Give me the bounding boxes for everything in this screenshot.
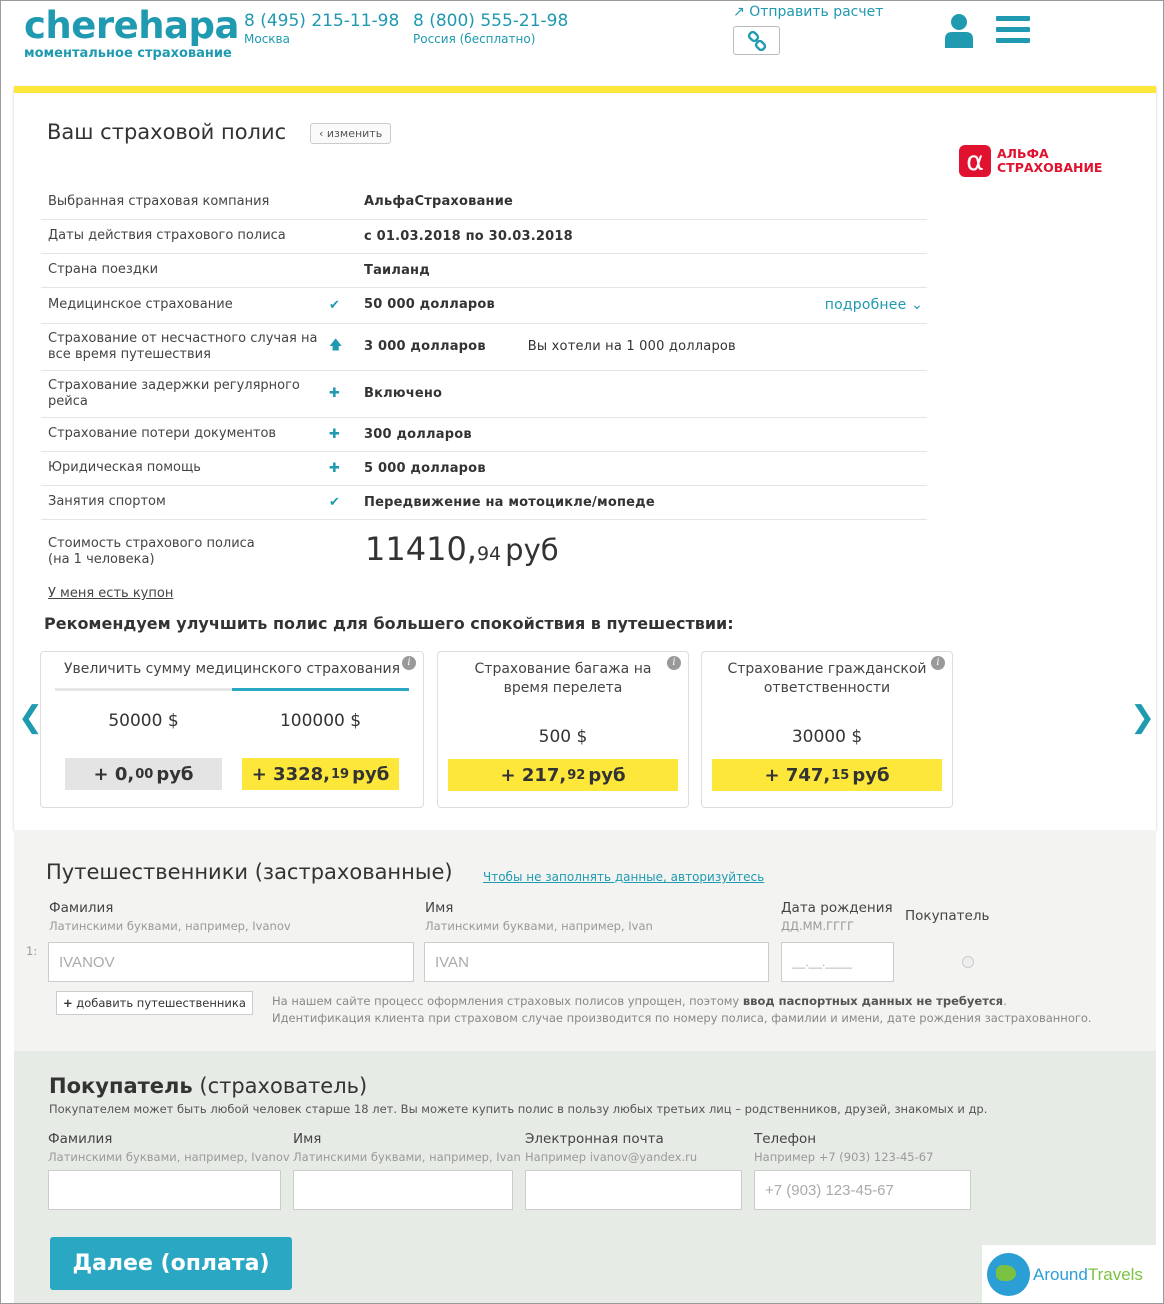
buyer-name-input[interactable] xyxy=(293,1170,513,1210)
buyer-subtitle: Покупателем может быть любой человек старше 18 лет. Вы можете купить полис в пользу любых третьих лиц – родственников, друзей, знакомых и др. xyxy=(49,1102,988,1116)
price-currency: руб xyxy=(156,763,194,785)
note-text: На нашем сайте процесс оформления страховых полисов упрощен, поэтому xyxy=(272,994,743,1008)
row-label: Медицинское страхование xyxy=(41,287,329,323)
upgrade-title: Страхование гражданской ответственности xyxy=(727,661,927,696)
surname-label: Фамилия xyxy=(48,1131,113,1147)
price-fraction: 94 xyxy=(476,543,502,565)
more-details-link[interactable] xyxy=(825,297,923,313)
recommend-title: Рекомендуем улучшить полис для большего спокойствия в путешествии: xyxy=(44,614,734,633)
row-label: Страна поездки xyxy=(41,253,329,287)
policy-row xyxy=(41,219,927,253)
check-icon: ✔ xyxy=(329,287,364,323)
note-text: Идентификация клиента при страховом случае производится по номеру полиса, фамилии и имени, дате рождения застрахованного. xyxy=(272,1011,1092,1025)
globe-icon xyxy=(987,1253,1030,1296)
title-rest: (страхователь) xyxy=(192,1074,368,1098)
option-price-button[interactable] xyxy=(65,758,222,790)
buyer-title xyxy=(49,1074,367,1098)
baggage-upgrade-card xyxy=(437,651,689,808)
option-bar-1 xyxy=(55,688,232,691)
auth-link[interactable]: Чтобы не заполнять данные, авторизуйтесь xyxy=(483,870,765,884)
row-value: 3 000 долларов xyxy=(364,339,486,354)
name-label: Имя xyxy=(425,900,454,916)
info-icon[interactable]: i xyxy=(667,656,681,670)
surname-hint: Латинскими буквами, например, Ivanov xyxy=(48,1150,290,1164)
info-icon[interactable]: i xyxy=(931,656,945,670)
buyer-radio[interactable] xyxy=(962,956,974,968)
option-amount[interactable]: 50000 $ xyxy=(108,711,179,731)
price-label-line: (на 1 человека) xyxy=(48,552,155,567)
price-integer: + 217, xyxy=(500,764,567,786)
carousel-next-icon[interactable]: ❯ xyxy=(1130,700,1156,735)
link-icon xyxy=(747,31,767,51)
insurer-logo xyxy=(959,145,1102,177)
price-label-line: Стоимость страхового полиса xyxy=(48,536,255,551)
chevron-down-icon: ⌄ xyxy=(911,297,923,313)
policy-row xyxy=(41,485,927,519)
price-fraction: 19 xyxy=(331,766,350,782)
coupon-link[interactable]: У меня есть купон xyxy=(48,586,174,601)
policy-row xyxy=(41,451,927,485)
row-label: Юридическая помощь xyxy=(41,451,329,485)
note-bold: ввод паспортных данных не требуется xyxy=(742,994,1004,1008)
price-currency: руб xyxy=(352,763,390,785)
plus-icon: + xyxy=(63,996,73,1010)
row-label: Страхование задержки регулярного рейса xyxy=(41,370,329,417)
row-value: Включено xyxy=(364,370,927,417)
name-hint: Латинскими буквами, например, Ivan xyxy=(293,1150,521,1164)
name-hint: Латинскими буквами, например, Ivan xyxy=(425,919,653,933)
watermark-text: Around xyxy=(1033,1264,1088,1284)
phone-label: Телефон xyxy=(754,1131,817,1147)
liability-price-button[interactable] xyxy=(712,759,942,791)
option-amount: 500 $ xyxy=(538,727,588,747)
policy-price xyxy=(365,530,559,568)
watermark-text: Travels xyxy=(1087,1264,1143,1284)
arrow-up-icon: 🡅 xyxy=(329,323,364,370)
carousel-prev-icon[interactable]: ❮ xyxy=(18,700,44,735)
dob-label: Дата рождения xyxy=(781,900,893,916)
phone-russia[interactable] xyxy=(413,11,568,46)
name-label: Имя xyxy=(293,1131,322,1147)
change-button[interactable] xyxy=(310,123,391,144)
insurer-logo-line: СТРАХОВАНИЕ xyxy=(997,160,1103,175)
buyer-phone-input[interactable]: +7 (903) 123-45-67 xyxy=(754,1170,971,1210)
phone-region: Россия (бесплатно) xyxy=(413,32,536,46)
check-icon: ✔ xyxy=(329,485,364,519)
copy-link-button[interactable] xyxy=(733,26,780,55)
policy-row xyxy=(41,370,927,417)
row-value: 300 долларов xyxy=(364,417,927,451)
title-bold: Покупатель xyxy=(49,1074,193,1098)
more-details-label: подробнее xyxy=(824,297,907,313)
send-calculation-link[interactable] xyxy=(733,4,883,20)
upgrade-title: Увеличить сумму медицинского страхования xyxy=(63,661,400,677)
aroundtravels-watermark xyxy=(982,1245,1164,1304)
passport-note xyxy=(272,993,1092,1027)
price-integer: + 3328, xyxy=(251,763,330,785)
baggage-price-button[interactable] xyxy=(448,759,678,791)
price-integer: 11410, xyxy=(365,530,477,568)
add-traveller-button[interactable] xyxy=(56,991,253,1015)
policy-card xyxy=(14,86,1156,830)
price-currency: руб xyxy=(505,533,559,567)
plus-icon: ✚ xyxy=(329,370,364,417)
row-label: Выбранная страховая компания xyxy=(41,185,329,219)
menu-icon[interactable] xyxy=(996,16,1030,44)
row-label: Страхование потери документов xyxy=(41,417,329,451)
row-value: АльфаСтрахование xyxy=(364,185,927,219)
site-tagline: моментальное страхование xyxy=(24,46,232,61)
insurer-logo-line: АЛЬФА xyxy=(997,146,1049,161)
note-text: . xyxy=(1003,994,1007,1008)
phone-moscow[interactable] xyxy=(244,11,399,46)
buyer-surname-input[interactable] xyxy=(48,1170,281,1210)
phone-number: 8 (495) 215-11-98 xyxy=(244,11,400,31)
row-value: Передвижение на мотоцикле/мопеде xyxy=(364,485,927,519)
price-integer: + 0, xyxy=(93,763,135,785)
price-currency: руб xyxy=(588,764,626,786)
row-label: Страхование от несчастного случая на все время путешествия xyxy=(41,323,329,370)
buyer-column-label: Покупатель xyxy=(905,908,990,924)
chevron-left-icon: ‹ xyxy=(319,127,324,140)
medical-upgrade-card xyxy=(40,651,424,808)
row-label: Занятия спортом xyxy=(41,485,329,519)
plus-icon: ✚ xyxy=(329,417,364,451)
plus-icon: ✚ xyxy=(329,451,364,485)
upgrade-title: Страхование багажа на время перелета xyxy=(474,661,652,696)
traveller-name-input[interactable]: IVAN xyxy=(424,942,769,982)
share-icon: ↗︎ xyxy=(733,4,745,20)
add-traveller-label: добавить путешественника xyxy=(76,996,246,1010)
send-calculation-label: Отправить расчет xyxy=(749,4,884,20)
travellers-title xyxy=(46,860,453,884)
option-bar-2 xyxy=(232,688,409,691)
email-label: Электронная почта xyxy=(525,1131,664,1147)
row-value: 50 000 долларов xyxy=(364,297,495,312)
info-icon[interactable]: i xyxy=(402,656,416,670)
next-payment-button[interactable]: Далее (оплата) xyxy=(50,1237,292,1290)
price-currency: руб xyxy=(852,764,890,786)
traveller-dob-input[interactable]: __.__.____ xyxy=(781,942,894,982)
phone-region: Москва xyxy=(244,32,290,46)
row-number: 1: xyxy=(26,944,38,958)
row-label: Даты действия страхового полиса xyxy=(41,219,329,253)
policy-row xyxy=(41,417,927,451)
policy-row xyxy=(41,287,927,323)
change-label: изменить xyxy=(326,127,383,140)
option-amount[interactable]: 100000 $ xyxy=(279,711,362,731)
site-logo[interactable]: cherehapa xyxy=(24,4,239,47)
price-fraction: 00 xyxy=(135,766,154,782)
surname-label: Фамилия xyxy=(49,900,114,916)
policy-row xyxy=(41,323,927,370)
row-value: с 01.03.2018 по 30.03.2018 xyxy=(364,219,927,253)
policy-title: Ваш страховой полис xyxy=(47,120,287,144)
phone-hint: Например +7 (903) 123-45-67 xyxy=(754,1150,934,1164)
surname-hint: Латинскими буквами, например, Ivanov xyxy=(49,919,291,933)
policy-row xyxy=(41,185,927,219)
option-price-button[interactable] xyxy=(242,758,399,790)
phone-number: 8 (800) 555-21-98 xyxy=(413,11,569,31)
price-label xyxy=(48,536,255,568)
traveller-surname-input[interactable]: IVANOV xyxy=(48,942,414,982)
policy-table xyxy=(41,185,927,520)
email-hint: Например ivanov@yandex.ru xyxy=(525,1150,698,1164)
policy-row xyxy=(41,253,927,287)
option-amount: 30000 $ xyxy=(791,727,863,747)
title-rest: (застрахованные) xyxy=(248,860,453,884)
row-value: 5 000 долларов xyxy=(364,451,927,485)
user-icon[interactable] xyxy=(944,13,974,48)
row-note: Вы хотели на 1 000 долларов xyxy=(527,339,736,354)
price-fraction: 92 xyxy=(567,767,586,783)
price-fraction: 15 xyxy=(831,767,850,783)
alpha-logo-icon: α xyxy=(959,145,991,177)
dob-hint: ДД.ММ.ГГГГ xyxy=(781,919,855,933)
price-integer: + 747, xyxy=(764,764,831,786)
title-bold: Путешественники xyxy=(46,860,249,884)
liability-upgrade-card xyxy=(701,651,953,808)
row-value: Таиланд xyxy=(364,253,927,287)
travellers-section xyxy=(14,830,1156,1051)
buyer-email-input[interactable] xyxy=(525,1170,742,1210)
